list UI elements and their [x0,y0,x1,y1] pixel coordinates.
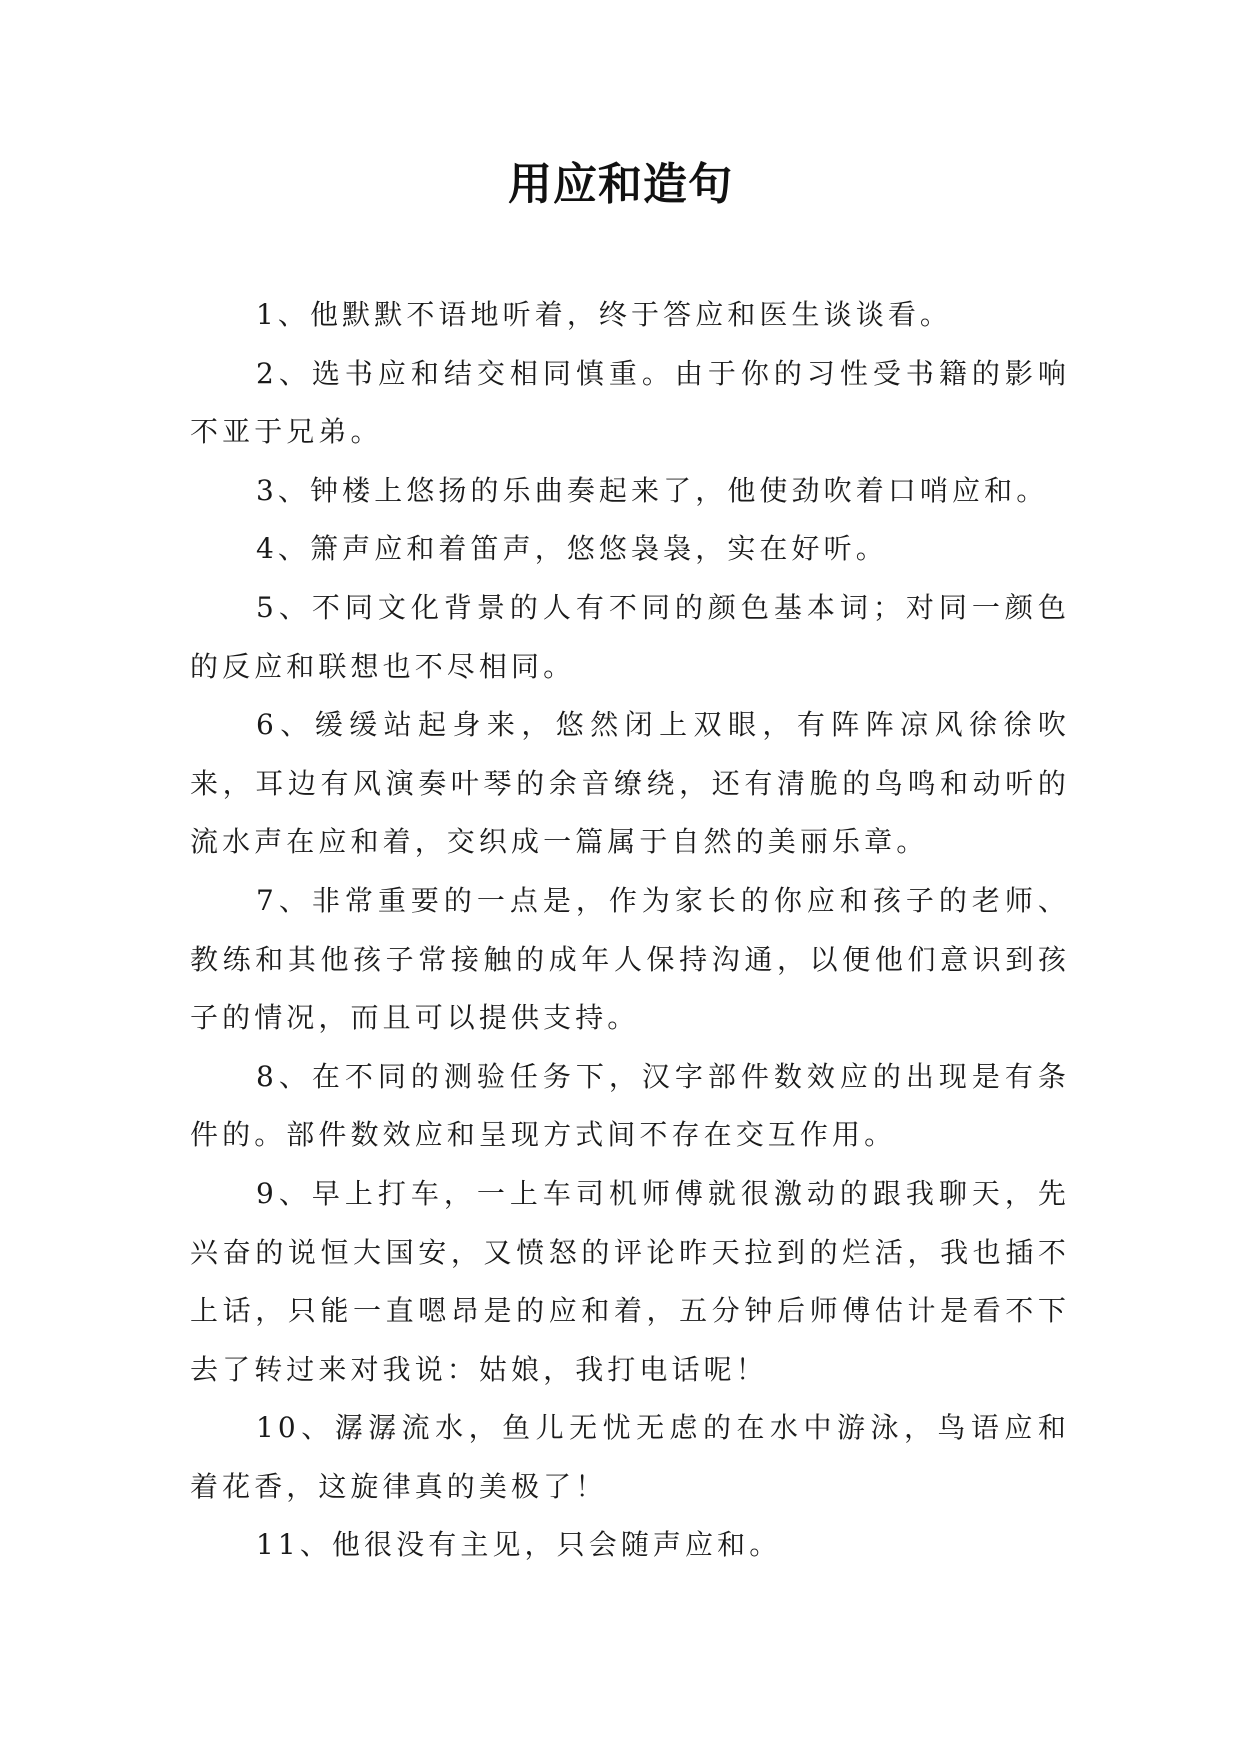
sentence-1: 1、他默默不语地听着，终于答应和医生谈谈看。 [256,298,953,331]
sentence-9: 9、早上打车，一上车司机师傅就很激动的跟我聊天，先兴奋的说恒大国安，又愤怒的评论昨天拉到的烂活，我也插不上话，只能一直嗯昂是的应和着，五分钟后师傅估计是看不下去了转过来对我说：姑娘，我打电话呢！ [190,1176,1070,1386]
sentence-7: 7、非常重要的一点是，作为家长的你应和孩子的老师、教练和其他孩子常接触的成年人保持沟通，以便他们意识到孩子的情况，而且可以提供支持。 [190,883,1070,1035]
sentence-6: 6、缓缓站起身来，悠然闭上双眼，有阵阵凉风徐徐吹来，耳边有风演奏叶琴的余音缭绕，还有清脆的鸟鸣和动听的流水声在应和着，交织成一篇属于自然的美丽乐章。 [190,708,1070,859]
sentence-11: 11、他很没有主见，只会随声应和。 [256,1528,782,1562]
sentence-2: 2、选书应和结交相同慎重。由于你的习性受书籍的影响不亚于兄弟。 [190,356,1070,449]
sentence-10: 10、潺潺流水，鱼儿无忧无虑的在水中游泳，鸟语应和着花香，这旋律真的美极了！ [190,1411,1070,1503]
sentence-5: 5、不同文化背景的人有不同的颜色基本词；对同一颜色的反应和联想也不尽相同。 [190,590,1070,683]
document-title: 用应和造句 [508,159,733,210]
document-body [190,286,1070,1575]
sentence-4: 4、箫声应和着笛声，悠悠袅袅，实在好听。 [256,532,888,566]
sentence-8: 8、在不同的测验任务下，汉字部件数效应的出现是有条件的。部件数效应和呈现方式间不存在交互作用。 [190,1059,1070,1152]
sentence-3: 3、钟楼上悠扬的乐曲奏起来了，他使劲吹着口哨应和。 [256,473,1049,507]
